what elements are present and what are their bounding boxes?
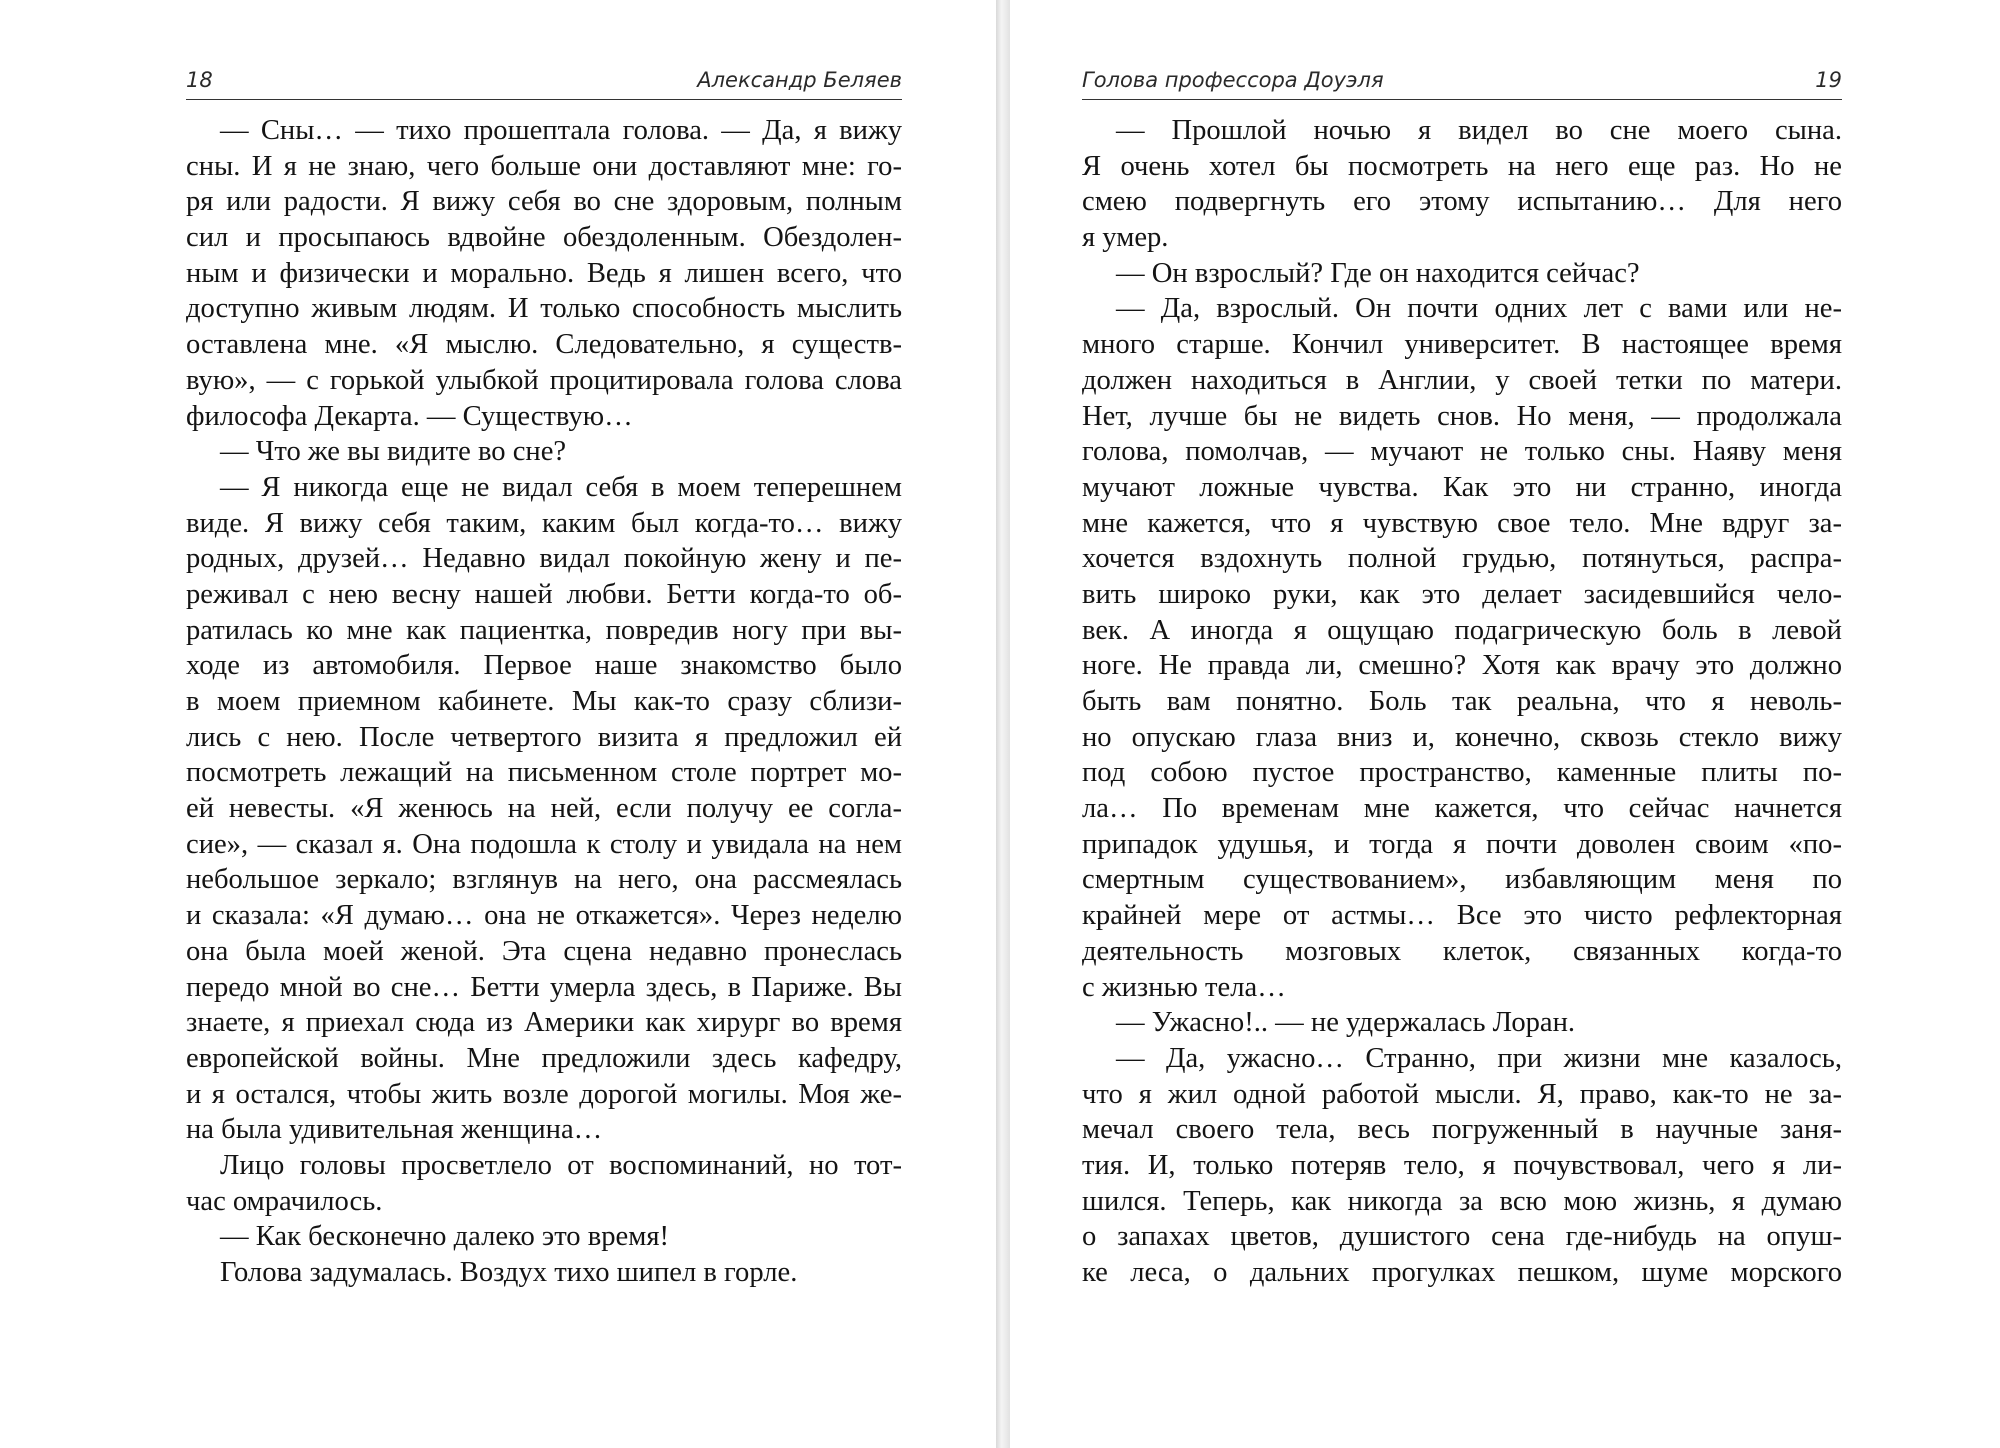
text-line: хочется вздохнуть полной грудью, потянуться, распра- — [1082, 543, 1842, 575]
text-line: я умер. — [1082, 222, 1169, 254]
text-line: ке леса, о дальних прогулках пешком, шуме морского — [1082, 1257, 1842, 1288]
text-line: быть вам понятно. Боль так реальна, что я неволь- — [1082, 686, 1842, 717]
book-gutter — [996, 0, 1010, 1448]
text-line: век. А иногда я ощущаю подагрическую боль в левой — [1082, 614, 1842, 646]
text-line: вить широко руки, как это делает засидевшийся чело- — [1082, 578, 1842, 610]
text-line: ратилась ко мне как пациентка, повредив ногу при вы- — [186, 614, 902, 646]
text-line: лись с нею. После четвертого визита я предложил ей — [186, 721, 902, 753]
text-line: небольшое зеркало; взглянув на него, она рассмеялась — [186, 864, 902, 896]
text-line: с жизнью тела… — [1082, 971, 1286, 1003]
text-line: на была удивительная женщина… — [186, 1114, 603, 1146]
text-line: реживал с нею весну нашей любви. Бетти когда-то об- — [186, 578, 902, 610]
text-line: под собою пустое пространство, каменные плиты по- — [1082, 757, 1842, 789]
text-line: много старше. Кончил университет. В настоящее время — [1082, 329, 1842, 361]
text-line: тия. И, только потеряв тело, я почувствовал, чего я ли- — [1082, 1149, 1842, 1181]
text-line: — Да, взрослый. Он почти одних лет с вами или не- — [1116, 293, 1842, 325]
text-line: но опускаю глаза вниз и, конечно, сквозь стекло вижу — [1082, 721, 1842, 753]
text-line: Нет, лучше бы не видеть снов. Но меня, — продолжала — [1082, 400, 1842, 432]
text-line: ходе из автомобиля. Первое наше знакомство было — [186, 650, 902, 682]
text-line: Голова задумалась. Воздух тихо шипел в горле. — [220, 1257, 798, 1288]
text-line: ря или радости. Я вижу себя во сне здоровым, полным — [186, 186, 902, 218]
text-line: сны. И я не знаю, чего больше они доставляют мне: го- — [186, 150, 902, 182]
text-line: мечал своего тела, весь погруженный в научные заня- — [1082, 1114, 1842, 1146]
text-line: мне кажется, что я чувствую свое тело. Мне вдруг за- — [1082, 507, 1842, 539]
text-line: — Я никогда еще не видал себя в моем теперешнем — [220, 471, 902, 503]
left-page-number: 18 — [186, 68, 213, 92]
left-running-head — [186, 64, 902, 100]
text-line: — Он взрослый? Где он находится сейчас? — [1116, 257, 1640, 289]
right-page-text — [1082, 113, 1842, 1291]
text-line: оставлена мне. «Я мыслю. Следовательно, я существ- — [186, 329, 902, 361]
text-line: передо мной во сне… Бетти умерла здесь, в Париже. Вы — [186, 971, 902, 1003]
right-running-head-title: Голова профессора Доуэля — [1082, 68, 1384, 92]
text-line: европейской войны. Мне предложили здесь кафедру, — [186, 1042, 902, 1074]
text-line: вую», — с горькой улыбкой процитировала голова слова — [186, 364, 902, 396]
text-line: посмотреть лежащий на письменном столе портрет мо- — [186, 757, 902, 789]
text-line: — Ужасно!.. — не удержалась Лоран. — [1116, 1007, 1576, 1039]
text-line: знаете, я приехал сюда из Америки как хирург во время — [186, 1007, 902, 1039]
text-line: доступно живым людям. И только способность мыслить — [186, 293, 902, 325]
text-line: сие», — сказал я. Она подошла к столу и увидала на нем — [186, 828, 902, 860]
text-line: — Что же вы видите во сне? — [220, 436, 567, 468]
text-line: Я очень хотел бы посмотреть на него еще раз. Но не — [1082, 150, 1842, 182]
text-line: философа Декарта. — Существую… — [186, 400, 633, 432]
text-line: смею подвергнуть его этому испытанию… Для него — [1082, 186, 1842, 218]
text-line: ным и физически и морально. Ведь я лишен всего, что — [186, 257, 902, 289]
left-page — [0, 0, 996, 1448]
text-line: час омрачилось. — [186, 1185, 383, 1217]
text-line: о запахах цветов, душистого сена где-нибудь на опуш- — [1082, 1221, 1842, 1253]
text-line: она была моей женой. Эта сцена недавно пронеслась — [186, 935, 902, 967]
text-line: — Да, ужасно… Странно, при жизни мне казалось, — [1116, 1042, 1842, 1074]
text-line: родных, друзей… Недавно видал покойную жену и пе- — [186, 543, 902, 575]
text-line: виде. Я вижу себя таким, каким был когда-то… вижу — [186, 507, 902, 539]
left-running-head-author: Александр Беляев — [697, 68, 902, 92]
text-line: должен находиться в Англии, у своей тетки по матери. — [1082, 364, 1842, 396]
text-line: припадок удушья, и тогда я почти доволен своим «по- — [1082, 828, 1842, 860]
text-line: ла… По временам мне кажется, что сейчас начнется — [1082, 793, 1842, 825]
text-line: крайней мере от астмы… Все это чисто рефлекторная — [1082, 900, 1842, 932]
text-line: мучают ложные чувства. Как это ни странно, иногда — [1082, 471, 1842, 503]
text-line: ноге. Не правда ли, смешно? Хотя как врачу это должно — [1082, 650, 1842, 682]
text-line: деятельность мозговых клеток, связанных когда-то — [1082, 935, 1842, 967]
text-line: — Прошлой ночью я видел во сне моего сына. — [1116, 115, 1842, 146]
text-line: голова, помолчав, — мучают не только сны. Наяву меня — [1082, 436, 1842, 468]
left-page-text — [186, 113, 902, 1291]
right-running-head — [1082, 64, 1842, 100]
text-line: ей невесты. «Я женюсь на ней, если получу ее согла- — [186, 793, 902, 825]
text-line: смертным существованием», избавляющим меня по — [1082, 864, 1842, 896]
text-line: в моем приемном кабинете. Мы как-то сразу сблизи- — [186, 686, 902, 717]
text-line: что я жил одной работой мысли. Я, право, как-то не за- — [1082, 1078, 1842, 1110]
text-line: сил и просыпаюсь вдвойне обездоленным. Обездолен- — [186, 222, 902, 254]
text-line: шился. Теперь, как никогда за всю мою жизнь, я думаю — [1082, 1185, 1842, 1217]
right-page — [1010, 0, 2000, 1448]
text-line: Лицо головы просветлело от воспоминаний, но тот- — [220, 1149, 902, 1181]
text-line: — Сны… — тихо прошептала голова. — Да, я вижу — [220, 115, 902, 146]
text-line: и я остался, чтобы жить возле дорогой могилы. Моя же- — [186, 1078, 902, 1110]
text-line: и сказала: «Я думаю… она не откажется». Через неделю — [186, 900, 902, 932]
right-page-number: 19 — [1815, 68, 1842, 92]
text-line: — Как бесконечно далеко это время! — [220, 1221, 670, 1253]
